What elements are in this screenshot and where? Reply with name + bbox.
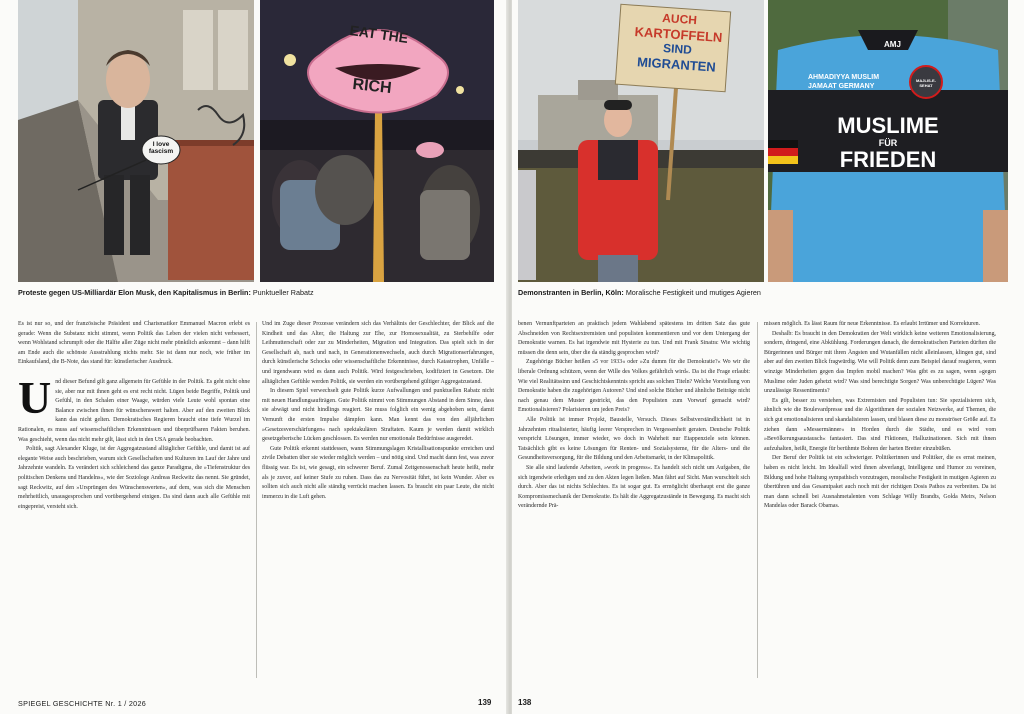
drop-cap: U [18,371,52,423]
photo-sign-bottom: RICH [351,76,393,97]
body-paragraph: missen möglich. Es lässt Raum für neue Erkenntnisse. Es erlaubt Irrtümer und Korrekturen. [764,321,981,327]
photo-kartoffeln-sign-protester [518,0,764,282]
body-paragraph: Gute Politik erkennt stattdessen, wann Stimmungslagen Kristallisationspunkte erreichen und zivile Debatten über sie wieder möglich werden – und nötig sind. Und macht dann fest, was zuvor flüssig war. Es ist, wie gesagt, ein schwerer Beruf. Zumal Zeitgenossenschaft heute heißt, mehr als je zuvor, auf keiner Stufe zu ruhen. Dass das zu Nervosität führt, ist kein Wunder. Aber es sollten sich auch nicht alle ständig verrückt machen lassen. Es braucht ein paar Leute, die nicht immerzu in die Luft gehen. [262,445,494,500]
body-paragraph: benen Vernunftparteien an praktisch jedem Wahlabend spätestens im dritten Satz das gute Abschneiden von Rechtsextremisten und populisten kommentieren und vor dem Untergang der Demokratie warnen. Es hat irgendwie mit Hysterie zu tun. Und mit Frank Sinatra: Wie wichtig müssen die denn sein, über die da ständig gesprochen wird? [518,321,750,356]
photo-eat-the-rich [260,0,494,282]
photo-caption-left [18,288,314,298]
body-paragraph: Alle Politik ist immer Projekt, Baustelle, Versuch. Dieses Selbstverständlichkeit ist in Jahrzehnten ritualisierter, häufig leerer Versprechen in Vergessenheit geraten. Deutsche Politik verspricht Lösungen, immer wieder, wo doch in Wahrheit nur Etappenziele sein können. Tatsächlich gibt es keine Lösungen für Renten- und Sozialsysteme, für die Alters- und die Gesundheitsversorgung, für die Bildung und den Arbeitsmarkt, in der Klimapolitik. [518,416,750,462]
page-number-right: 138 [518,698,532,707]
body-paragraph: Politik, sagt Alexander Kluge, ist der Aggregatzustand alltäglicher Gefühle, und damit ist auf elegante Weise auch beschrieben, warum sich Gesellschaften und Kulturen im Lauf der Jahre und Jahrzehnte wandeln. Es verändert sich schleichend das ganze Paradigma, die »Tiefenstruktur des politischen Denkens und Handelns«, wie der Soziologe Andreas Reckwitz das nennt. Sie gründet, sagt Reckwitz, auf den »Ursprüngen des Wünschenswerten«, auf dem, was sich die Menschen mehrheitlich, unausgesprochen und vorübergehend einigen. Da sind dann auch alle Gefühle mit eingepreist, versteht sich. [18,446,250,510]
caption-text: Moralische Festigkeit und mutiges Agieren [623,288,761,297]
body-paragraph: Zugehörige Bücher heißen »5 vor 1933« oder »Zu dumm für die Demokratie?« Wo wir die liberale Ordnung schützen, wenn der Wille des Volkes gefährlich wird«. Da ist die Frage erlaubt: Wie viel Realitätssinn und Geschichtskenntnis spricht aus solchen Titeln? Welche Vorstellung von Demokratie haben die zugehörigen Autoren? Und sind solche Bücher und ähnliche Beiträge nicht nach genau dem Muster gestrickt, das den Populisten zum Vorwurf gemacht wird? Emotionalisieren? Polarisieren um jeden Preis? [518,359,750,414]
column-rule [256,322,257,678]
text-column-4 [764,320,996,680]
caption-bold: Proteste gegen US-Milliardär Elon Musk, den Kapitalismus in Berlin: [18,288,251,297]
photo-sign-text: I love fascism [148,141,174,155]
body-paragraph: Der Beruf der Politik ist ein schwieriger. Politikerinnen und Politiker, die es ernst meinen, haben es nicht leicht. Im Idealfall wird ihnen abverlangt, Intelligenz und Humor zu vereinen, Bildung und hohe Haltung sympathisch vorzutragen, moralische Festigkeit in mutigen Agieren zu übertühren und das Gesamtpaket auch noch mit der richtigen Dosis Pathos zu verbreiten. Da ist man dann schnell bei Ausnahmetalenten vom Schlage Willy Brandts, Golda Meirs, Nelson Mandelas oder Barack Obamas. [764,455,996,510]
sign-line-4: MIGRANTEN [636,54,717,75]
body-paragraph: Sie alle sind laufende Arbeiten, »work in progress«. Es handelt sich nicht um Aufgaben, die sich irgendwie erledigen und zu den Akten legen ließen. Man fährt auf Sicht. Man wurschtelt sich durch. Aber das ist nichts Schlechtes. Es ist sogar gut. Es ermöglicht überhaupt erst die ganze Kompromissmechanik der Demokratie. Es hält die Aggregatzustände in Bewegung. Es macht sich verändernde Prä- [518,464,750,510]
sign-line-2: KARTOFFELN [634,23,723,46]
right-page [512,0,1024,714]
photo-caption-right [518,288,761,298]
magazine-footer: SPIEGEL GESCHICHTE Nr. 1 / 2026 [18,699,147,708]
caption-bold: Demonstranten in Berlin, Köln: [518,288,624,297]
caption-text: Punktueller Rabatz [250,288,314,297]
lead-paragraph: Es ist nur so, und der französische Präsident und Charismatiker Emmanuel Macron erlebt es gerade: Wenn die Substanz nicht stimmt, wenn Politik das Leben der vielen nicht verbessert, wenn Wohlstand schrumpft oder die Hälfte aller Züge nicht mehr pünktlich ankommt – dann hilft am Ende auch die schönste Ausstrahlung nichts mehr. Sie ist dann nur noch, wie früher im Einkaufsland, die B-Note, das stand für: künstlerischer Ausdruck. [18,321,250,366]
text-column-2 [262,320,494,680]
shirt-slogan [768,114,1008,172]
body-paragraph: Und im Zuge dieser Prozesse verändern sich das Verhältnis der Geschlechter, der Blick auf die Kindheit und das Alter, die Haltung zur Ehe, zur Homosexualität, zu Sterbehilfe oder Leihmutterschaft oder zur zu Minderheiten, Migration und Integration. Das spielt sich in der Gesellschaft ab, nach und nach, in Generationenwechseln, auch durch Migrationserfahrungen, durch künstlerische Schocks oder wissenschaftliche Erkenntnisse, durch Katastrophen, Unfälle – und irgendwann wird es dann auch Politik. Wird festgeschrieben, kodifiziert in Gesetzen. Die alltäglichen Gefühle werden Politik, sie werden ein vorübergehend gültiger Aggregatzustand. [262,321,494,385]
photo-muslime-fuer-frieden-shirt [768,0,1008,282]
text-column-3 [518,320,750,680]
shirt-org-line-2: JAMAAT GERMANY [808,83,875,90]
body-paragraph: Es gilt, besser zu verstehen, was Extremisten und Populisten tun: Sie spezialisieren sich, ähnlich wie die Boulevardpresse und die Algorithmen der sozialen Netzwerke, auf Themen, die sich gut emotionalisieren und skandalisieren lassen, und blasen diese zu monströser Größe auf. Es ziehen dann »Messermänner« in Horden durch die Städte, und es wird vom »Bevölkerungsaustausch« fantasiert. Das sind Fiktionen, Halluzinationen. Sich mit ihnen aufzuhalten, heißt, Energie für berühmte Bohren der harten Bretter einzubüßen. [764,397,996,452]
photo-musk-mask-protester [18,0,254,282]
shirt-line-1: MUSLIME [837,113,939,138]
sign-line-1: AUCH [661,10,698,28]
body-paragraph: nd dieser Befund gilt ganz allgemein für Gefühle in der Politik. Es geht nicht ohne sie, aber nur mit ihnen geht es erst recht nicht. Lügen beide Begriffe, Politik und Gefühl, in den Schalen einer Waage, würden viele Leute wohl spontan eine Balance zwischen ihnen für wünschenswert halten. Aber auf den zweiten Blick kann das nicht gelten. Demokratisches Regieren braucht eine tiefe Wurzel im Rationalen, es muss auf wissenschaftlichen Erkenntnissen und überprüfbaren Fakten beruhen. Was geschieht, wenn das nicht mehr gilt, lässt sich in den USA gerade beobachten. [18,378,250,443]
left-page [0,0,508,714]
body-paragraph: Deshalb: Es braucht in den Demokratien der Welt wirklich keine weiteren Emotionalisierung, sondern, dringend, eine Abkühlung. Forderungen danach, die demokratischen Parteien dürften die Bürgerinnen und Bürger mit ihren Ängsten und Wutanfällen nicht alleinlassen, klingen gut, sind aber auf den zweiten Blick fragwürdig. Wie will Politik denn zum Beispiel darauf reagieren, wenn winzige Minderheiten gegen das Impfen mobil machen? Was gibt es zu sagen, wenn »gegen Muslime oder Juden gehetzt wird? Was sind berechtigte Sorgen? Was unberechtigte Lügen? Was unzulässige Ressentiments? [764,330,996,395]
sign-text [616,8,740,76]
text-column-1 [18,320,250,680]
shirt-org-line-1: AHMADIYYA MUSLIM [808,74,880,81]
body-paragraph: In diesem Spiel verwechselt gute Politik kurze Aufwallungen und punktuellen Rabatz nicht mit neuen Handlungsaufträgen. Gute Politik nimmt von Stimmungen Abstand in dem Sinne, dass sie abwägt und nicht hindlings reagiert. Sie muss folglich ein wenig abgehoben sein, damit Vernunft die ersten Impulse dämpfen kann. Man kennt das von den alljährlichen »Gesetzesverschärfungen« nach spektakulären Straftaten. Kaum je werden damit wirklich gesetzgeberische Lücken geschlossen. Es werden nur emotionale Bedürfnisse ausgeredet. [262,388,494,443]
shirt-collar-text: AMJ [884,40,901,49]
column-rule [757,322,758,678]
photo-sign-top: EAT THE [348,21,410,47]
shirt-line-2: FÜR [878,138,898,148]
page-number-left: 139 [478,698,492,707]
shirt-badge-text: MAJLIS-E-SEHAT [916,78,936,88]
sign-line-3: SIND [662,40,693,57]
shirt-line-3: FRIEDEN [839,147,937,172]
